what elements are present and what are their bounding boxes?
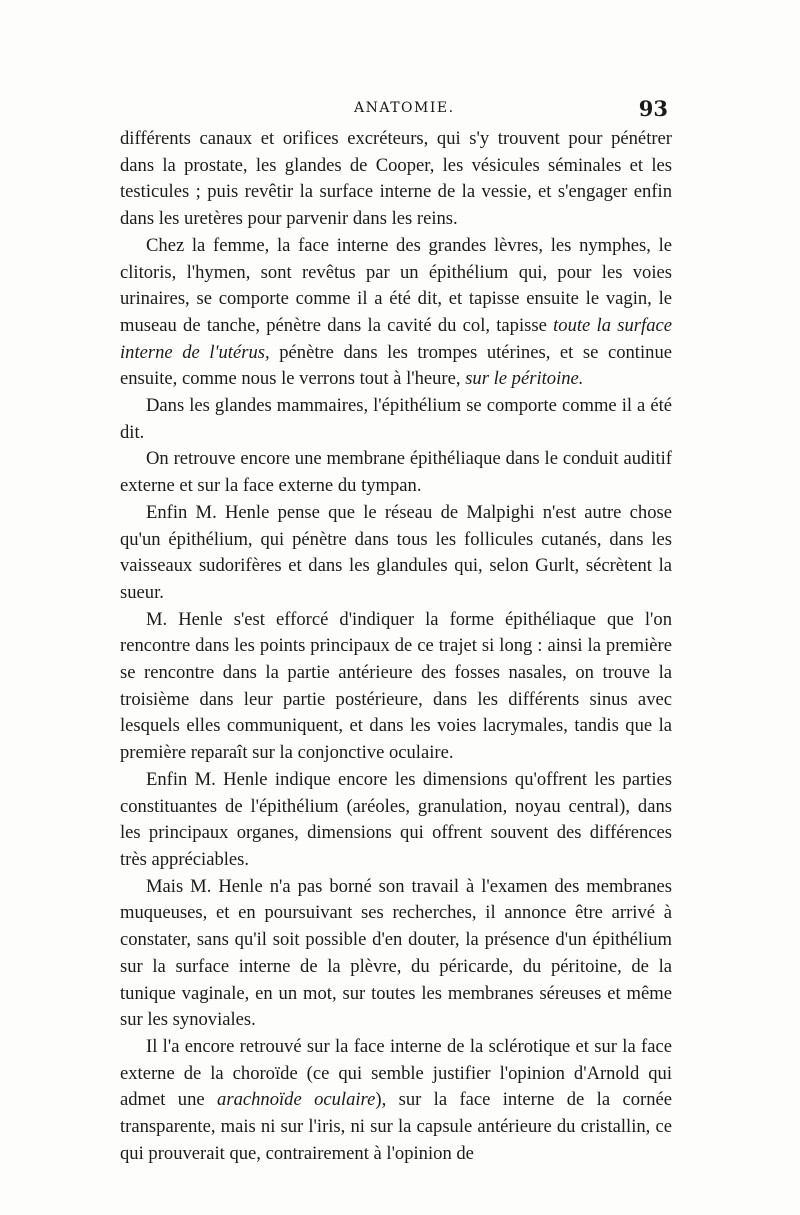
paragraph-6: M. Henle s'est efforcé d'indiquer la forme épithéliaque que l'on rencontre dans les points principaux de ce trajet si long : ainsi la première se rencontre dans la partie antérieure des fosses nasales, on trouve la troisième dans leur partie postérieure, dans les différents sinus avec lesquels elles communiquent, et dans les voies lacrymales, tandis que la première reparaît sur la conjonctive oculaire. bbox=[120, 608, 672, 764]
body-text bbox=[120, 126, 672, 1167]
paragraph-2-part-b: pénètre dans les trompes utérines, et se continue ensuite, comme nous le verrons tout à l'heure, bbox=[120, 341, 672, 390]
paragraph-9-part-b: ), sur la face interne de la cornée transparente, mais ni sur l'iris, ni sur la capsule antérieure du cristallin, ce qui prouverait que, contrairement à l'opinion de bbox=[120, 1089, 673, 1164]
paragraph-9-part-a: Il l'a encore retrouvé sur la face interne de la sclérotique et sur la face externe de la choroïde (ce qui semble justifier l'opinion d'Arnold qui admet une bbox=[120, 1035, 672, 1111]
paragraph-2 bbox=[120, 233, 672, 393]
paragraph-9-italic: arachnoïde oculaire bbox=[217, 1089, 376, 1111]
paragraph-1: différents canaux et orifices excréteurs, qui s'y trouvent pour pénétrer dans la prostate, les glandes de Cooper, les vésicules séminales et les testicules ; puis revêtir la surface interne de la vessie, et s'engager enfin dans les uretères pour parvenir dans les reins. bbox=[120, 128, 672, 230]
paragraph-8: Mais M. Henle n'a pas borné son travail à l'examen des membranes muqueuses, et en poursuivant ses recherches, il annonce être arrivé à constater, sans qu'il soit possible d'en douter, la présence d'un épithélium sur la surface interne de la plèvre, du péricarde, du péritoine, de la tunique vaginale, en un mot, sur toutes les membranes séreuses et même sur les synoviales. bbox=[120, 875, 672, 1031]
paragraph-9 bbox=[120, 1034, 672, 1168]
paragraph-5: Enfin M. Henle pense que le réseau de Malpighi n'est autre chose qu'un épithélium, qui pénètre dans tous les follicules cutanés, dans les vaisseaux sudorifères et dans les glandules qui, selon Gurlt, sécrètent la sueur. bbox=[120, 501, 672, 603]
page-number: 93 bbox=[638, 96, 668, 121]
paragraph-4: On retrouve encore une membrane épithéliaque dans le conduit auditif externe et sur la face externe du tympan. bbox=[120, 448, 672, 497]
paragraph-2-part-a: Chez la femme, la face interne des grandes lèvres, les nymphes, le clitoris, l'hymen, sont revêtus par un épithélium qui, pour les voies urinaires, se comporte comme il a été dit, et tapisse ensuite le vagin, le museau de tanche, pénètre dans la cavité du col, tapisse bbox=[120, 234, 672, 336]
paragraph-7: Enfin M. Henle indique encore les dimensions qu'offrent les parties constituantes de l'épithélium (aréoles, granulation, noyau central), dans les principaux organes, dimensions qui offrent souvent des différences très appréciables. bbox=[120, 768, 672, 870]
paragraph-2-italic-2: sur le péritoine. bbox=[465, 368, 584, 390]
running-head: ANATOMIE. bbox=[354, 100, 455, 116]
page-header bbox=[120, 96, 668, 124]
paragraph-3: Dans les glandes mammaires, l'épithélium se comporte comme il a été dit. bbox=[120, 395, 672, 443]
paragraph-2-italic-1: toute la surface interne de l'utérus, bbox=[120, 314, 672, 363]
